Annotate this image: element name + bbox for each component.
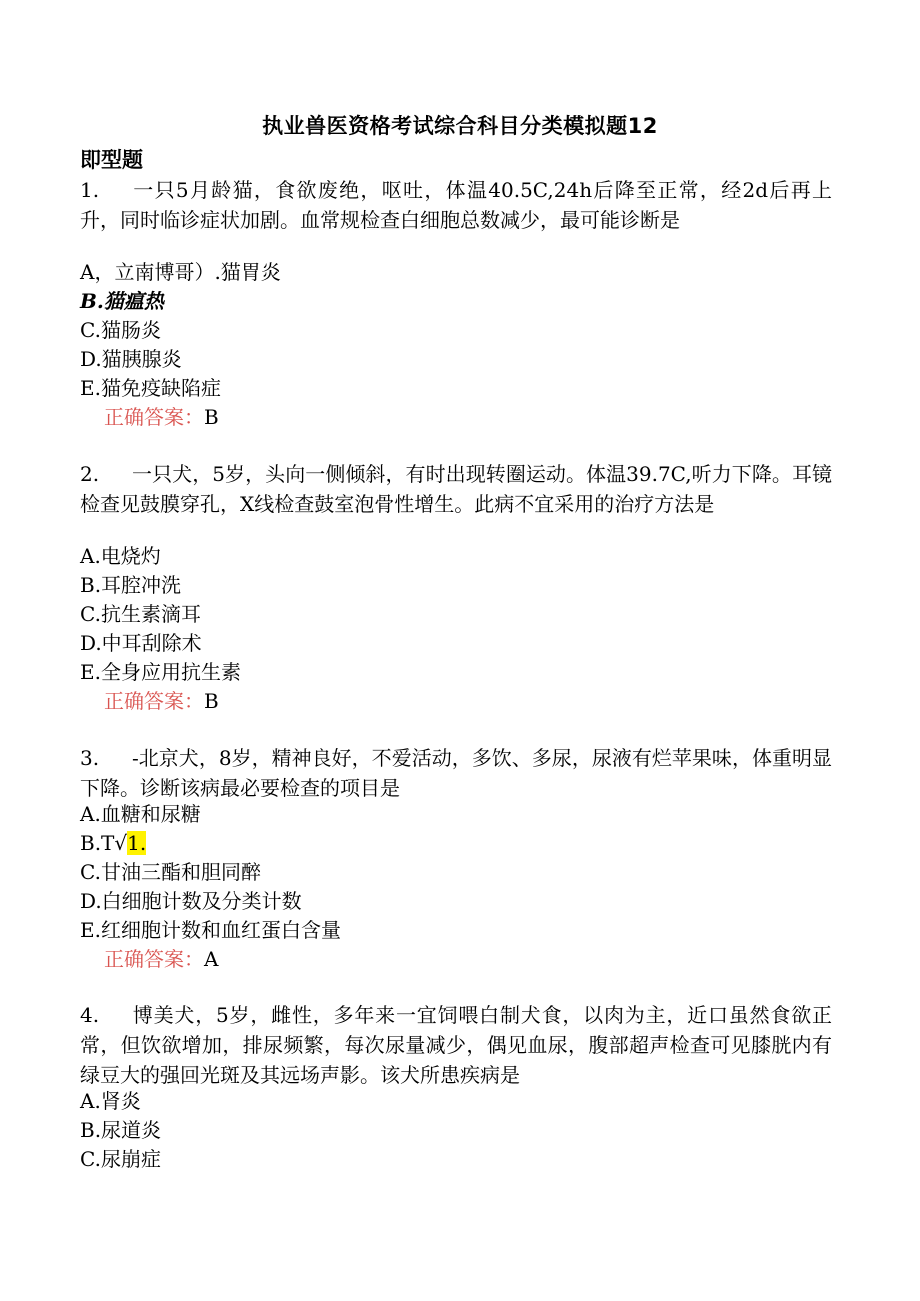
answer-value: B [204,689,219,713]
question-text: 一只5月龄猫，食欲废绝，呕吐，体温40.5C,24h后降至正常，经2d后再上升，同时临诊症状加剧。血常规检查白细胞总数减少，最可能诊断是 [80,178,832,232]
answer-label: 正确答案： [104,405,204,429]
q3-option-b [80,829,146,857]
q2-option-e: E.全身应用抗生素 [80,660,241,684]
q1-option-c: C.猫肠炎 [80,318,161,342]
option-text: B.T√ [80,831,128,855]
q1-answer [104,403,219,431]
q3-answer [104,945,218,973]
option-text: B.猫瘟热 [80,289,164,313]
answer-label: 正确答案： [104,947,204,971]
q2-option-a: A.电烧灼 [80,544,161,568]
q4-option-c: C.尿崩症 [80,1147,161,1171]
q1-option-b [80,287,164,315]
q2-option-d: D.中耳刮除术 [80,631,202,655]
question-number: 2. [80,462,100,486]
section-heading: 即型题 [80,148,143,172]
question-2-stem [80,459,832,519]
q4-option-a: A.肾炎 [80,1089,141,1113]
document-title: 执业兽医资格考试综合科目分类模拟题12 [262,114,658,138]
question-text: 博美犬，5岁，雌性，多年来一宜饲喂白制犬食，以肉为主，近口虽然食欲正常，但饮欲增加，排尿频繁，每次尿量减少，偶见血尿，腹部超声检查可见膝胱内有绿豆大的强回光斑及其远场声影。该犬所患疾病是 [80,1003,832,1087]
highlighted-text: 1. [127,831,147,855]
question-number: 3. [80,746,100,770]
question-1-stem [80,175,832,235]
answer-value: B [204,405,219,429]
question-number: 1. [80,178,100,202]
q3-option-d: D.白细胞计数及分类计数 [80,889,302,913]
q2-option-c: C.抗生素滴耳 [80,602,201,626]
q2-answer [104,687,219,715]
q4-option-b: B.尿道炎 [80,1118,162,1142]
answer-value: A [204,947,219,971]
q3-option-e: E.红细胞计数和血红蛋白含量 [80,918,341,942]
q1-option-d: D.猫胰腺炎 [80,347,182,371]
q1-option-e: E.猫免疫缺陷症 [80,376,221,400]
q3-option-c: C.甘油三酯和胆同醉 [80,860,261,884]
q2-option-b: B.耳腔冲洗 [80,573,182,597]
question-3-stem [80,743,832,803]
question-4-stem [80,1000,832,1090]
question-number: 4. [80,1003,100,1027]
q3-option-a: A.血糖和尿糖 [80,802,201,826]
q1-option-a: A，立南博哥）.猫胃炎 [80,260,281,284]
question-text: 一只犬，5岁，头向一侧倾斜，有时出现转圈运动。体温39.7C,听力下降。耳镜检查见鼓膜穿孔，X线检查鼓室泡骨性增生。此病不宜采用的治疗方法是 [80,462,832,516]
question-text: -北京犬，8岁，精神良好，不爱活动，多饮、多尿，尿液有烂苹果味，体重明显下降。诊断该病最必要检查的项目是 [80,746,832,800]
answer-label: 正确答案： [104,689,204,713]
